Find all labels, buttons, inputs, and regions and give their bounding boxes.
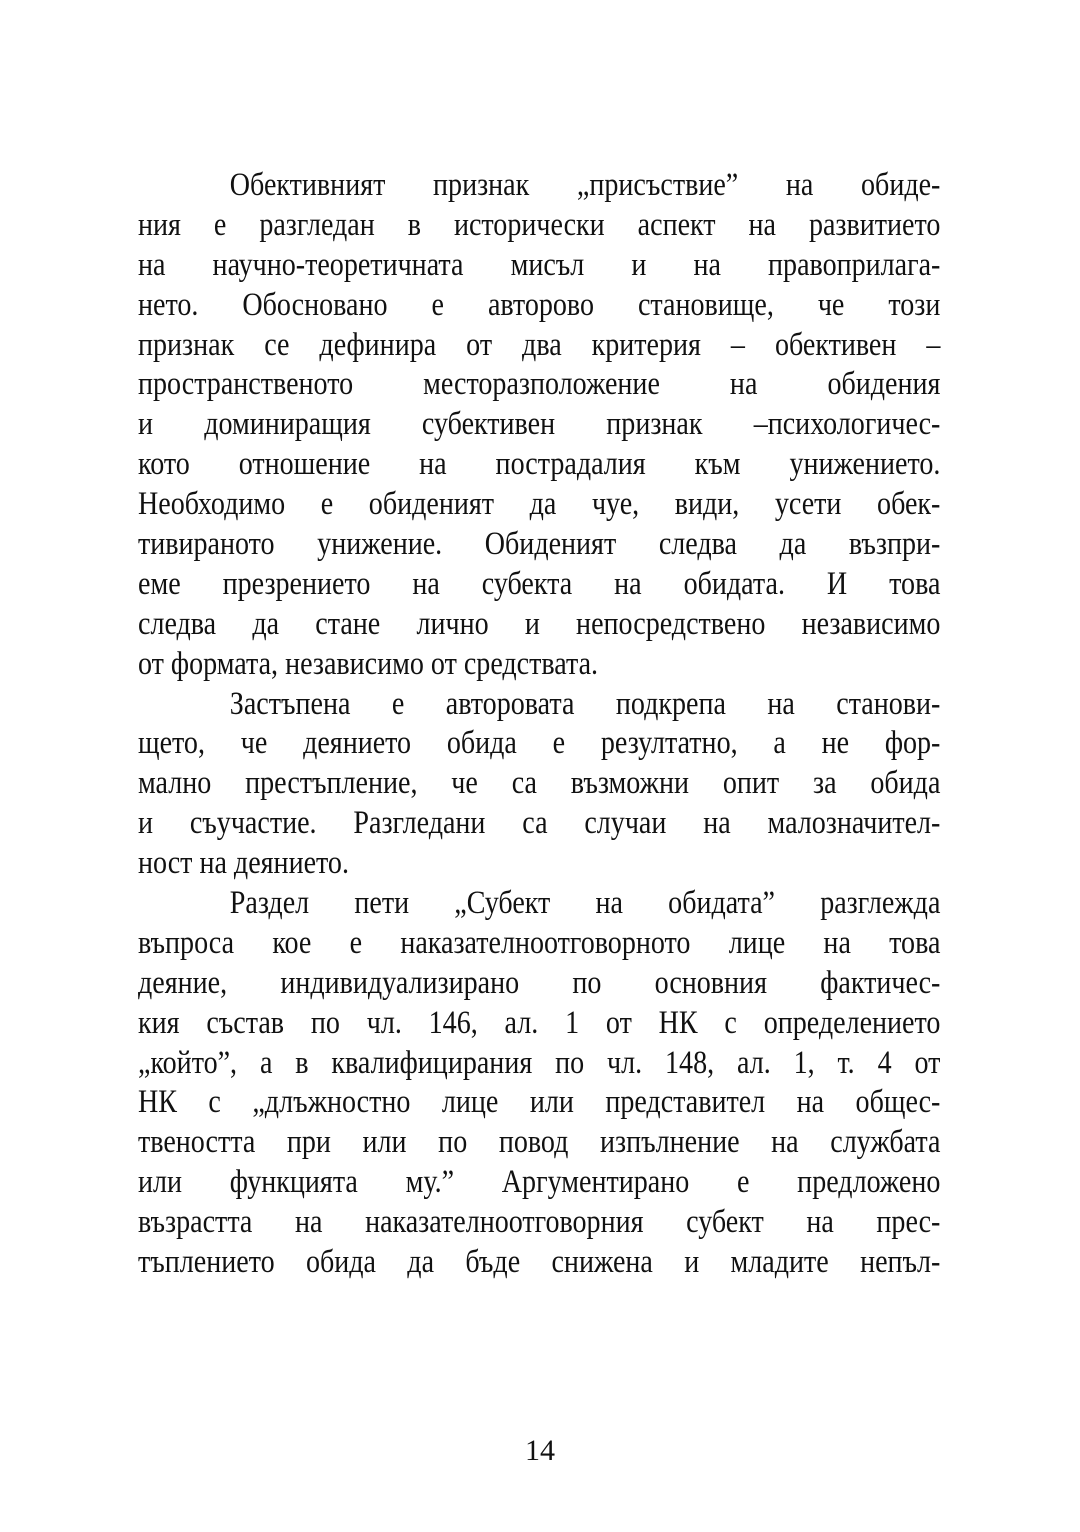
text-line: нето. Обосновано е авторово становище, че този bbox=[138, 286, 941, 323]
text-line: и съучастие. Разгледани са случаи на малозначител- bbox=[138, 805, 941, 842]
text-line: въпроса кое е наказателноотговорното лице на това bbox=[138, 924, 941, 961]
text-line: Обективният признак „присъствие” на обиде- bbox=[229, 167, 941, 203]
text-line: деяние, индивидуализирано по основния фактичес- bbox=[138, 964, 941, 1001]
paragraph bbox=[138, 685, 940, 884]
text-line: еме презрението на субекта на обидата. И това bbox=[138, 565, 941, 602]
text-line: кото отношение на пострадалия към унижението. bbox=[138, 446, 941, 483]
text-line: признак се дефинира от два критерия – обективен – bbox=[138, 326, 941, 363]
text-line: мално престъпление, че са възможни опит за обида bbox=[138, 765, 941, 802]
text-line: кия състав по чл. 146, ал. 1 от НК с определението bbox=[138, 1004, 941, 1041]
text-line: щето, че деянието обида е резултатно, а не фор- bbox=[138, 725, 941, 762]
text-line: ния е разгледан в исторически аспект на развитието bbox=[138, 206, 941, 243]
paragraph bbox=[138, 166, 940, 685]
text-line: ност на деянието. bbox=[138, 845, 349, 882]
text-line: Необходимо е обиденият да чуе, види, усети обек- bbox=[138, 486, 941, 523]
text-line: „който”, а в квалифицирания по чл. 148, ал. 1, т. 4 от bbox=[138, 1044, 941, 1081]
text-line: от формата, независимо от средствата. bbox=[138, 645, 599, 682]
body-text bbox=[138, 166, 940, 1283]
text-line: Застъпена е авторовата подкрепа на станови- bbox=[229, 685, 941, 722]
text-line: или функцията му.” Аргументирано е предложено bbox=[138, 1164, 941, 1201]
text-line: и доминиращия субективен признак –психологичес- bbox=[138, 406, 941, 443]
text-line: на научно-теоретичната мисъл и на правоприлага- bbox=[138, 246, 941, 283]
text-line: възрастта на наказателноотговорния субект на прес- bbox=[138, 1204, 941, 1241]
text-line: Раздел пети „Субект на обидата” разглежда bbox=[229, 885, 941, 922]
page-number: 14 bbox=[525, 1434, 555, 1467]
text-line: пространственото месторазположение на обидения bbox=[138, 366, 941, 403]
text-line: тъплението обида да бъде снижена и младите непъл- bbox=[138, 1244, 941, 1281]
text-line: НК с „длъжностно лице или представител на общес- bbox=[138, 1084, 941, 1121]
text-line: твеността при или по повод изпълнение на службата bbox=[138, 1124, 941, 1161]
text-line: тивираното унижение. Обиденият следва да възпри- bbox=[138, 526, 941, 563]
paragraph bbox=[138, 884, 940, 1283]
text-line: следва да стане лично и непосредствено независимо bbox=[138, 605, 941, 642]
